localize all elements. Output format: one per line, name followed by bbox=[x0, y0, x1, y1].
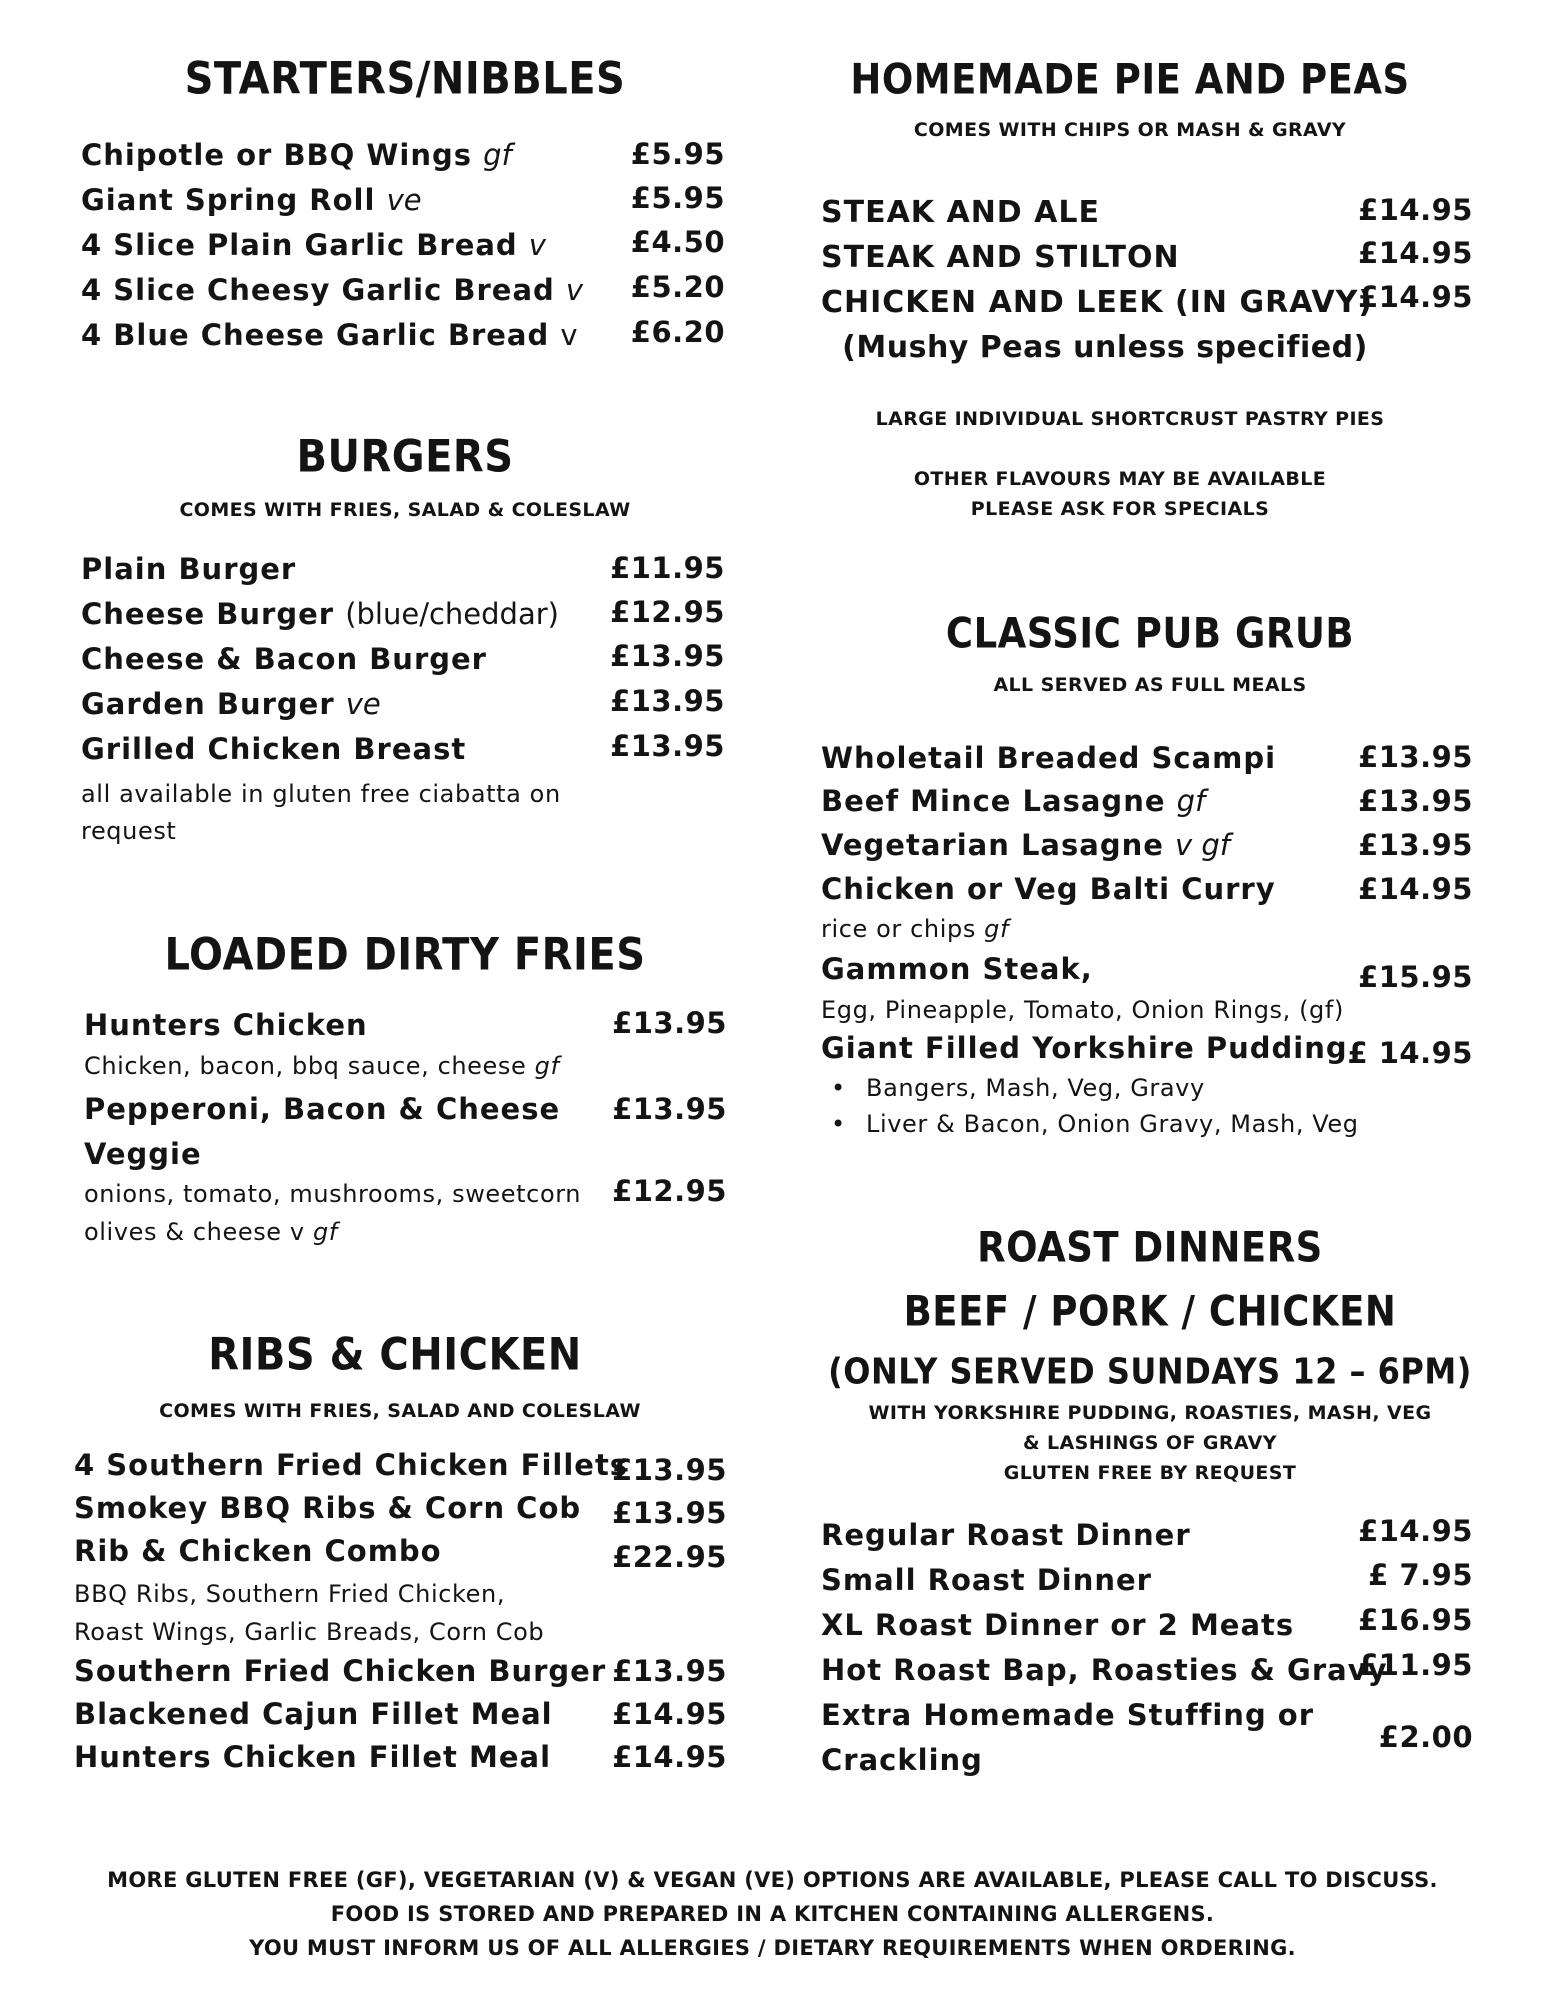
menu-price: £13.95 bbox=[610, 639, 725, 673]
menu-item: Chicken or Veg Balti Curry bbox=[821, 872, 1276, 906]
menu-item: Plain Burger bbox=[81, 552, 297, 586]
menu-item: Hunters Chicken Fillet Meal bbox=[74, 1740, 552, 1774]
roast-times: (ONLY SERVED SUNDAYS 12 – 6PM) bbox=[828, 1349, 1472, 1393]
menu-price: £ 7.95 bbox=[1368, 1558, 1473, 1592]
menu-price: £5.95 bbox=[630, 181, 725, 215]
menu-price: £5.95 bbox=[630, 137, 725, 171]
menu-price: £13.95 bbox=[610, 684, 725, 718]
pies-subtitle: COMES WITH CHIPS OR MASH & GRAVY bbox=[913, 119, 1347, 141]
menu-item: Regular Roast Dinner bbox=[821, 1518, 1191, 1552]
footer-line: YOU MUST INFORM US OF ALL ALLERGIES / DIETARY REQUIREMENTS WHEN ORDERING. bbox=[249, 1936, 1296, 1960]
menu-item: Crackling bbox=[821, 1743, 983, 1777]
menu-item: Giant Filled Yorkshire Pudding bbox=[821, 1031, 1348, 1065]
menu-item: STEAK AND STILTON bbox=[821, 240, 1180, 275]
menu-item: XL Roast Dinner or 2 Meats bbox=[821, 1608, 1295, 1642]
menu-price: £14.95 bbox=[1358, 1514, 1473, 1548]
footer-line: MORE GLUTEN FREE (GF), VEGETARIAN (V) & VEGAN (VE) OPTIONS ARE AVAILABLE, PLEASE CALL TO DISCUSS. bbox=[107, 1868, 1438, 1892]
menu-price: £13.95 bbox=[1358, 828, 1473, 862]
menu-price: £4.50 bbox=[630, 225, 725, 259]
menu-price: £14.95 bbox=[612, 1740, 727, 1774]
roast-subtitle: & LASHINGS OF GRAVY bbox=[1023, 1432, 1277, 1454]
menu-price: £13.95 bbox=[612, 1453, 727, 1487]
menu-item: Hunters Chicken bbox=[84, 1008, 368, 1042]
starters-title: STARTERS/NIBBLES bbox=[184, 53, 626, 105]
menu-price: £13.95 bbox=[1358, 740, 1473, 774]
menu-price: £22.95 bbox=[612, 1540, 727, 1574]
menu-price: £13.95 bbox=[610, 729, 725, 763]
menu-item: Cheese Burger (blue/cheddar) bbox=[81, 597, 559, 631]
menu-item-description: olives & cheese v gf bbox=[84, 1218, 338, 1246]
pies-info: OTHER FLAVOURS MAY BE AVAILABLE bbox=[913, 468, 1327, 490]
menu-item-description: BBQ Ribs, Southern Fried Chicken, bbox=[74, 1580, 506, 1608]
peas-note: (Mushy Peas unless specified) bbox=[842, 330, 1368, 365]
menu-price: £12.95 bbox=[612, 1174, 727, 1208]
menu-price: £13.95 bbox=[1358, 784, 1473, 818]
menu-price: £ 14.95 bbox=[1347, 1036, 1473, 1070]
grub-subtitle: ALL SERVED AS FULL MEALS bbox=[993, 674, 1307, 696]
menu-item: Pepperoni, Bacon & Cheese bbox=[84, 1092, 561, 1126]
menu-price: £13.95 bbox=[612, 1654, 727, 1688]
ribs-subtitle: COMES WITH FRIES, SALAD AND COLESLAW bbox=[159, 1400, 641, 1422]
menu-item: Smokey BBQ Ribs & Corn Cob bbox=[74, 1491, 582, 1525]
roast-meats: BEEF / PORK / CHICKEN bbox=[903, 1287, 1397, 1336]
menu-item: Extra Homemade Stuffing or bbox=[821, 1698, 1315, 1732]
menu-item-description: Roast Wings, Garlic Breads, Corn Cob bbox=[74, 1618, 545, 1646]
pies-info: LARGE INDIVIDUAL SHORTCRUST PASTRY PIES bbox=[875, 408, 1385, 430]
menu-item: 4 Slice Cheesy Garlic Bread v bbox=[81, 273, 584, 307]
grub-title: CLASSIC PUB GRUB bbox=[945, 609, 1355, 658]
menu-item: Gammon Steak, bbox=[821, 952, 1093, 986]
menu-item-description: onions, tomato, mushrooms, sweetcorn bbox=[84, 1180, 582, 1208]
menu-item: 4 Southern Fried Chicken Fillets bbox=[74, 1448, 629, 1482]
ribs-title: RIBS & CHICKEN bbox=[208, 1329, 582, 1381]
burgers-note: all available in gluten free ciabatta on bbox=[81, 780, 561, 808]
menu-price: £12.95 bbox=[610, 595, 725, 629]
menu-price: £2.00 bbox=[1378, 1720, 1473, 1754]
menu-item: Hot Roast Bap, Roasties & Gravy bbox=[821, 1653, 1388, 1687]
list-item: • Bangers, Mash, Veg, Gravy bbox=[866, 1074, 1205, 1102]
menu-item: Chipotle or BBQ Wings gf bbox=[81, 138, 512, 172]
burgers-subtitle: COMES WITH FRIES, SALAD & COLESLAW bbox=[179, 499, 631, 521]
menu-item: Rib & Chicken Combo bbox=[74, 1534, 442, 1568]
menu-price: £14.95 bbox=[1358, 280, 1473, 314]
menu-price: £11.95 bbox=[1358, 1648, 1473, 1682]
menu-price: £16.95 bbox=[1358, 1603, 1473, 1637]
menu-price: £6.20 bbox=[630, 315, 725, 349]
menu-price: £14.95 bbox=[612, 1697, 727, 1731]
menu-item-description: Egg, Pineapple, Tomato, Onion Rings, (gf) bbox=[821, 996, 1344, 1024]
menu-item: Giant Spring Roll ve bbox=[81, 183, 422, 217]
menu-item: Southern Fried Chicken Burger bbox=[74, 1654, 607, 1688]
menu-item: Wholetail Breaded Scampi bbox=[821, 741, 1277, 775]
menu-price: £13.95 bbox=[612, 1496, 727, 1530]
menu-price: £14.95 bbox=[1358, 872, 1473, 906]
pies-info: PLEASE ASK FOR SPECIALS bbox=[970, 498, 1270, 520]
roast-title: ROAST DINNERS bbox=[977, 1223, 1323, 1272]
menu-item: Cheese & Bacon Burger bbox=[81, 642, 487, 676]
menu-item-description: rice or chips gf bbox=[821, 915, 1010, 943]
menu-price: £15.95 bbox=[1358, 960, 1473, 994]
menu-item-description: Chicken, bacon, bbq sauce, cheese gf bbox=[84, 1052, 560, 1080]
menu-item: 4 Blue Cheese Garlic Bread v bbox=[81, 318, 578, 352]
pies-title: HOMEMADE PIE AND PEAS bbox=[850, 55, 1410, 104]
menu-price: £14.95 bbox=[1358, 236, 1473, 270]
menu-item: 4 Slice Plain Garlic Bread v bbox=[81, 228, 546, 262]
menu-item: Garden Burger ve bbox=[81, 687, 381, 721]
menu-price: £13.95 bbox=[612, 1006, 727, 1040]
burgers-note: request bbox=[81, 817, 177, 845]
fries-title: LOADED DIRTY FRIES bbox=[164, 929, 646, 981]
menu-item: STEAK AND ALE bbox=[821, 195, 1100, 230]
roast-subtitle: GLUTEN FREE BY REQUEST bbox=[1003, 1462, 1297, 1484]
menu-item: Beef Mince Lasagne gf bbox=[821, 784, 1206, 818]
menu-item: Blackened Cajun Fillet Meal bbox=[74, 1697, 553, 1731]
menu-item: Grilled Chicken Breast bbox=[81, 732, 467, 766]
footer-line: FOOD IS STORED AND PREPARED IN A KITCHEN CONTAINING ALLERGENS. bbox=[330, 1902, 1215, 1926]
menu-price: £5.20 bbox=[630, 270, 725, 304]
roast-subtitle: WITH YORKSHIRE PUDDING, ROASTIES, MASH, VEG bbox=[868, 1402, 1432, 1424]
menu-price: £13.95 bbox=[612, 1092, 727, 1126]
menu-item: Vegetarian Lasagne v gf bbox=[821, 828, 1230, 862]
menu-item: Veggie bbox=[84, 1137, 202, 1171]
burgers-title: BURGERS bbox=[296, 431, 514, 483]
menu-item: CHICKEN AND LEEK (IN GRAVY) bbox=[821, 285, 1374, 320]
menu-item: Small Roast Dinner bbox=[821, 1563, 1152, 1597]
menu-price: £11.95 bbox=[610, 551, 725, 585]
list-item: • Liver & Bacon, Onion Gravy, Mash, Veg bbox=[866, 1110, 1359, 1138]
menu-price: £14.95 bbox=[1358, 193, 1473, 227]
